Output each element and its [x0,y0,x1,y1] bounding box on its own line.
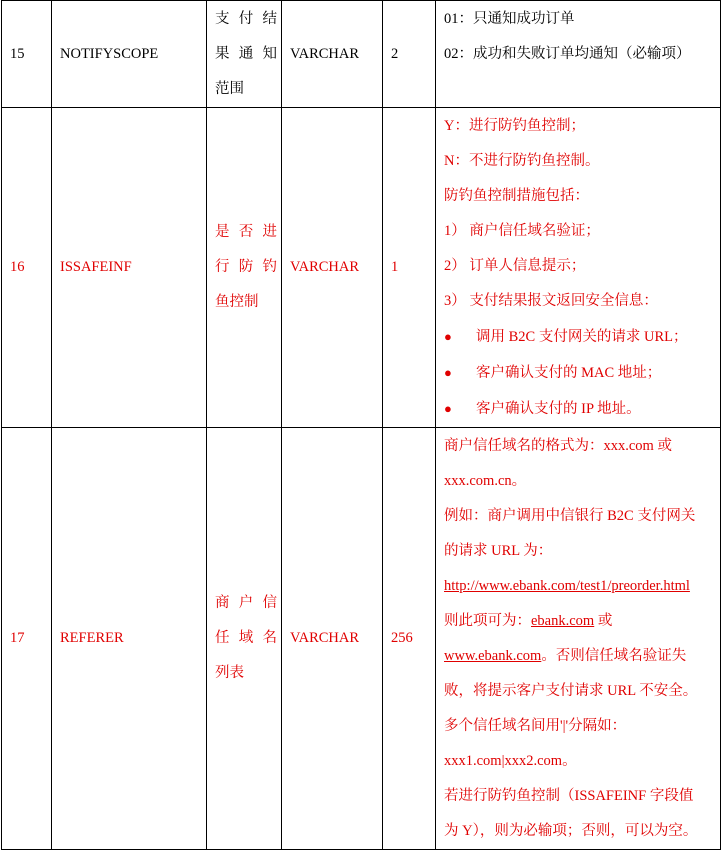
table-row [2,428,721,850]
field-type: VARCHAR [282,1,383,108]
bullet-icon: ● [444,401,452,416]
bullet-item: ● 客户确认支付的 IP 地址。 [444,391,718,427]
row-number: 17 [2,428,52,850]
field-code: ISSAFEINF [52,108,207,428]
field-code: NOTIFYSCOPE [52,1,207,108]
field-spec-table [1,0,721,850]
bullet-icon: ● [444,365,452,380]
field-description: 01：只通知成功订单 02：成功和失败订单均通知（必输项） [436,1,721,108]
row-number: 16 [2,108,52,428]
field-length: 1 [383,108,436,428]
field-type: VARCHAR [282,108,383,428]
field-length: 256 [383,428,436,850]
example-url-link[interactable]: http://www.ebank.com/test1/preorder.html [444,578,690,594]
field-name: 支 付 结 果 通 知 范围 [207,1,282,108]
bullet-item: ● 调用 B2C 支付网关的请求 URL； [444,319,718,355]
bullet-icon: ● [444,329,452,344]
table-row [2,1,721,108]
table-row [2,108,721,428]
bullet-item: ● 客户确认支付的 MAC 地址； [444,355,718,391]
row-number: 15 [2,1,52,108]
domain-link[interactable]: ebank.com [531,613,595,629]
field-description: 商户信任域名的格式为：xxx.com 或 xxx.com.cn。 例如：商户调用中信银行 B2C 支付网关 的请求 URL 为： http://www.ebank.com/test1/preorder.html 则此项可为：ebank.com 或 www.ebank.com。否则信任域名验证失 败，将提示客户支付请求 URL 不安全。 多个信任域名间用'|'分隔如： xxx1.com|xxx2.com。 若进行防钓鱼控制（ISSAFEINF 字段值 为 Y），则为必输项；否则，可以为空。 [436,428,721,850]
field-type: VARCHAR [282,428,383,850]
field-name: 是 否 进 行 防 钓 鱼控制 [207,108,282,428]
field-description: Y：进行防钓鱼控制； N：不进行防钓鱼控制。 防钓鱼控制措施包括： 1） 商户信任域名验证； 2） 订单人信息提示； 3） 支付结果报文返回安全信息： ● 调用 B2C 支付网关的请求 URL； ● 客户确认支付的 MAC 地址； ● 客户确认支付的 IP 地址。 [436,108,721,428]
field-code: REFERER [52,428,207,850]
field-length: 2 [383,1,436,108]
field-name: 商 户 信 任 域 名 列表 [207,428,282,850]
www-domain-link[interactable]: www.ebank.com [444,648,542,664]
